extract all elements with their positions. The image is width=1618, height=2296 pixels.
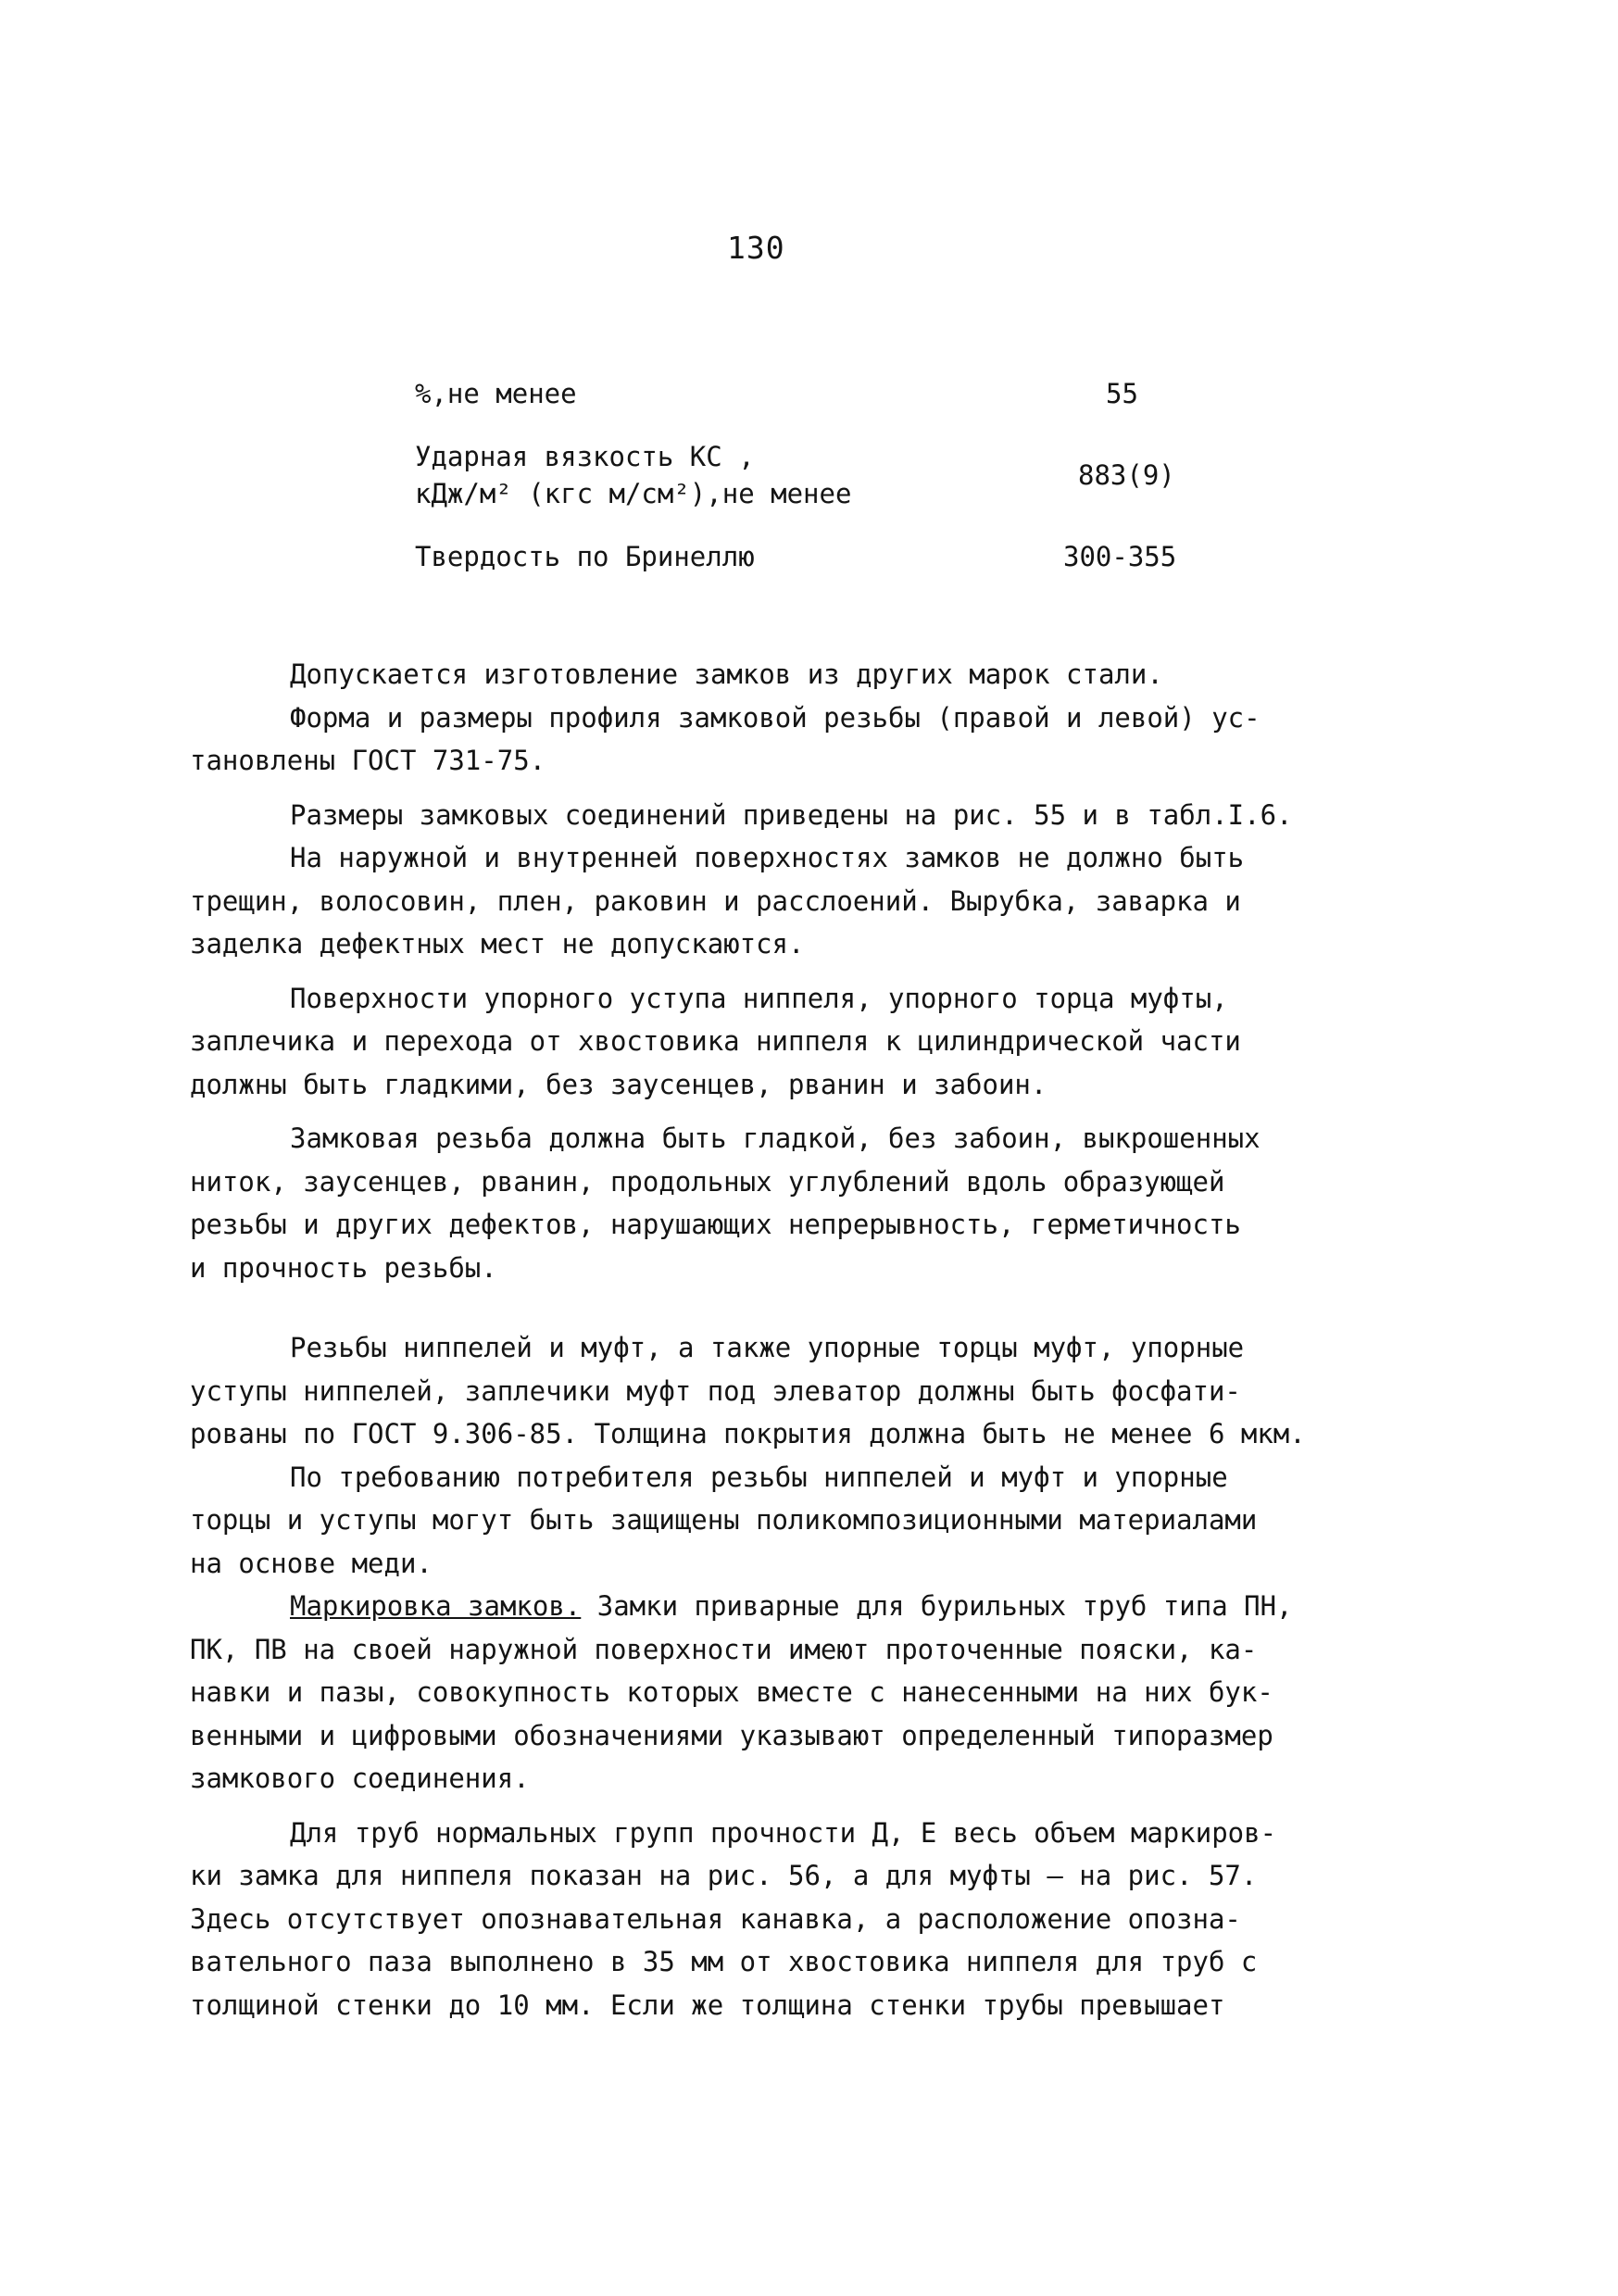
property-value: 300-355 xyxy=(1063,541,1177,572)
text-line: Размеры замковых соединений приведены на рис. 55 и в табл.I.6. xyxy=(290,798,1293,831)
text-line: заделка дефектных мест не допускаются. xyxy=(190,928,805,960)
text-line: Поверхности упорного уступа ниппеля, упорного торца муфты, xyxy=(290,982,1228,1014)
paragraph xyxy=(190,1812,1431,2027)
text-line: заплечика и перехода от хвостовика ниппеля к цилиндрической части xyxy=(190,1025,1241,1057)
paragraph xyxy=(190,1456,1431,1586)
text-line: замкового соединения. xyxy=(190,1763,530,1794)
text-line: Форма и размеры профиля замковой резьбы (правой и левой) ус- xyxy=(290,701,1261,734)
text-line: Замки приварные для бурильных труб типа ПН, xyxy=(581,1590,1293,1622)
paragraph xyxy=(190,836,1431,966)
property-name xyxy=(415,375,1063,412)
property-name xyxy=(415,538,1063,575)
text-line: навки и пазы, совокупность которых вместе с нанесенными на них бук- xyxy=(190,1676,1273,1708)
text-line: трещин, волосовин, плен, раковин и расслоений. Вырубка, заварка и xyxy=(190,885,1241,917)
properties-table xyxy=(415,375,1248,601)
paragraph xyxy=(190,794,1431,837)
property-name-line: Ударная вязкость КС , xyxy=(415,441,755,472)
paragraph xyxy=(190,1326,1431,1456)
property-name xyxy=(415,438,1063,512)
text-line: ПК, ПВ на своей наружной поверхности имеют проточенные пояски, ка- xyxy=(190,1633,1258,1665)
property-row xyxy=(415,438,1248,512)
text-line: торцы и уступы могут быть защищены поликомпозиционными материалами xyxy=(190,1504,1258,1536)
text-line: тановлены ГОСТ 731-75. xyxy=(190,745,546,776)
text-line: венными и цифровыми обозначениями указывают определенный типоразмер xyxy=(190,1719,1273,1751)
body-text xyxy=(190,653,1431,2026)
property-name-line: кДж/м² (кгс м/см²),не менее xyxy=(415,478,852,509)
text-line: уступы ниппелей, заплечики муфт под элеватор должны быть фосфати- xyxy=(190,1374,1241,1407)
property-value: 883(9) xyxy=(1078,459,1175,491)
property-value: 55 xyxy=(1106,378,1138,409)
text-line: резьбы и других дефектов, нарушающих непрерывность, герметичность xyxy=(190,1209,1241,1240)
text-line: Допускается изготовление замков из других марок стали. xyxy=(290,659,1163,690)
property-row xyxy=(415,375,1248,412)
text-line: Резьбы ниппелей и муфт, а также упорные торцы муфт, упорные xyxy=(290,1332,1245,1363)
text-line: вательного паза выполнено в 35 мм от хвостовика ниппеля для труб с xyxy=(190,1946,1258,1977)
paragraph xyxy=(190,653,1431,696)
property-name-line: %,не менее xyxy=(415,378,577,409)
text-line: ки замка для ниппеля показан на рис. 56, а для муфты — на рис. 57. xyxy=(190,1860,1258,1891)
page-number: 130 xyxy=(727,230,785,266)
paragraph xyxy=(190,696,1431,783)
section-heading: Маркировка замков. xyxy=(290,1590,582,1622)
text-line: толщиной стенки до 10 мм. Если же толщина стенки трубы превышает xyxy=(190,1989,1225,2021)
text-line: должны быть гладкими, без заусенцев, рванин и забоин. xyxy=(190,1068,1047,1100)
text-line: ниток, заусенцев, рванин, продольных углублений вдоль образующей xyxy=(190,1165,1225,1198)
text-line: По требованию потребителя резьбы ниппелей и муфт и упорные xyxy=(290,1461,1228,1493)
text-line: Для труб нормальных групп прочности Д, Е весь объем маркиров- xyxy=(290,1816,1277,1849)
paragraph xyxy=(190,1585,1431,1800)
property-row xyxy=(415,538,1248,575)
text-line: и прочность резьбы. xyxy=(190,1251,497,1284)
text-line: рованы по ГОСТ 9.306-85. Толщина покрытия должна быть не менее 6 мкм. xyxy=(190,1418,1306,1449)
text-line: На наружной и внутренней поверхностях замков не должно быть xyxy=(290,842,1245,873)
property-name-line: Твердость по Бринеллю xyxy=(415,541,755,572)
text-line: на основе меди. xyxy=(190,1547,433,1579)
paragraph xyxy=(190,1117,1431,1289)
text-line: Здесь отсутствует опознавательная канавка, а расположение опозна- xyxy=(190,1902,1241,1935)
text-line: Замковая резьба должна быть гладкой, без забоин, выкрошенных xyxy=(290,1123,1261,1154)
paragraph xyxy=(190,977,1431,1107)
